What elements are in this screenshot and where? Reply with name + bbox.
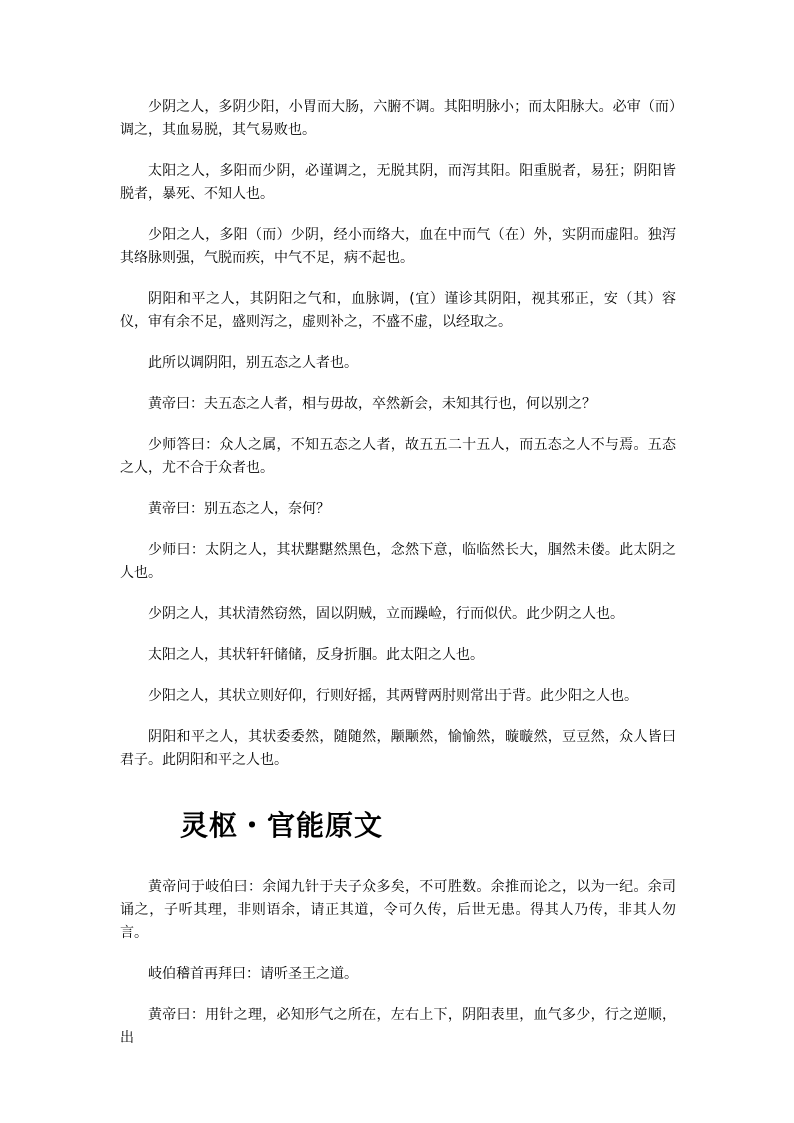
- paragraph: 阴阳和平之人，其状委委然，随随然，颙颙然，愉愉然，暶暶然，豆豆然，众人皆曰君子。此阴阳和平之人也。: [120, 729, 676, 768]
- paragraph: 少阳之人，多阳（而）少阴，经小而络大，血在中而气（在）外，实阴而虚阳。独泻其络脉则强，气脱而疾，中气不足，病不起也。: [120, 227, 676, 266]
- paragraph: 阴阳和平之人，其阴阳之气和，血脉调，(宜）谨诊其阴阳，视其邪正，安（其）容仪，审有余不足，盛则泻之，虚则补之，不盛不虚，以经取之。: [120, 291, 676, 330]
- paragraph: 黄帝曰：夫五态之人者，相与毋故，卒然新会，未知其行也，何以别之？: [148, 396, 596, 412]
- section-2: [120, 876, 676, 1050]
- paragraph: 太阳之人，其状轩轩储储，反身折腘。此太阳之人也。: [148, 647, 484, 663]
- section-title: 灵枢・官能原文: [180, 809, 384, 842]
- paragraph: 少师答曰：众人之属，不知五态之人者，故五五二十五人，而五态之人不与焉。五态之人，尤不合于众者也。: [120, 437, 676, 476]
- paragraph: 黄帝曰：别五态之人，奈何？: [148, 501, 330, 517]
- section-1: [120, 96, 676, 772]
- paragraph: 黄帝曰：用针之理，必知形气之所在，左右上下，阴阳表里，血气多少，行之逆顺，出: [120, 1007, 676, 1046]
- paragraph: 少阳之人，其状立则好仰，行则好摇，其两臂两肘则常出于背。此少阳之人也。: [148, 688, 638, 704]
- paragraph: 太阳之人，多阳而少阴，必谨调之，无脱其阴，而泻其阳。阳重脱者，易狂；阴阳皆脱者，暴死、不知人也。: [120, 163, 676, 202]
- paragraph: 少阴之人，其状清然窃然，固以阴贼，立而躁崄，行而似伏。此少阴之人也。: [148, 606, 624, 622]
- paragraph: 少师曰：太阴之人，其状黮黮然黑色，念然下意，临临然长大，腘然未偻。此太阴之人也。: [120, 542, 676, 581]
- paragraph: 此所以调阴阳，别五态之人者也。: [148, 355, 358, 371]
- paragraph: 黄帝问于岐伯曰：余闻九针于夫子众多矣，不可胜数。余推而论之，以为一纪。余司诵之，子听其理，非则语余，请正其道，令可久传，后世无患。得其人乃传，非其人勿言。: [120, 879, 676, 941]
- paragraph: 岐伯稽首再拜曰：请听圣王之道。: [148, 966, 358, 982]
- document-page: [120, 96, 676, 1068]
- paragraph: 少阴之人，多阴少阳，小胃而大肠，六腑不调。其阳明脉小；而太阳脉大。必审（而）调之，其血易脱，其气易败也。: [120, 99, 676, 138]
